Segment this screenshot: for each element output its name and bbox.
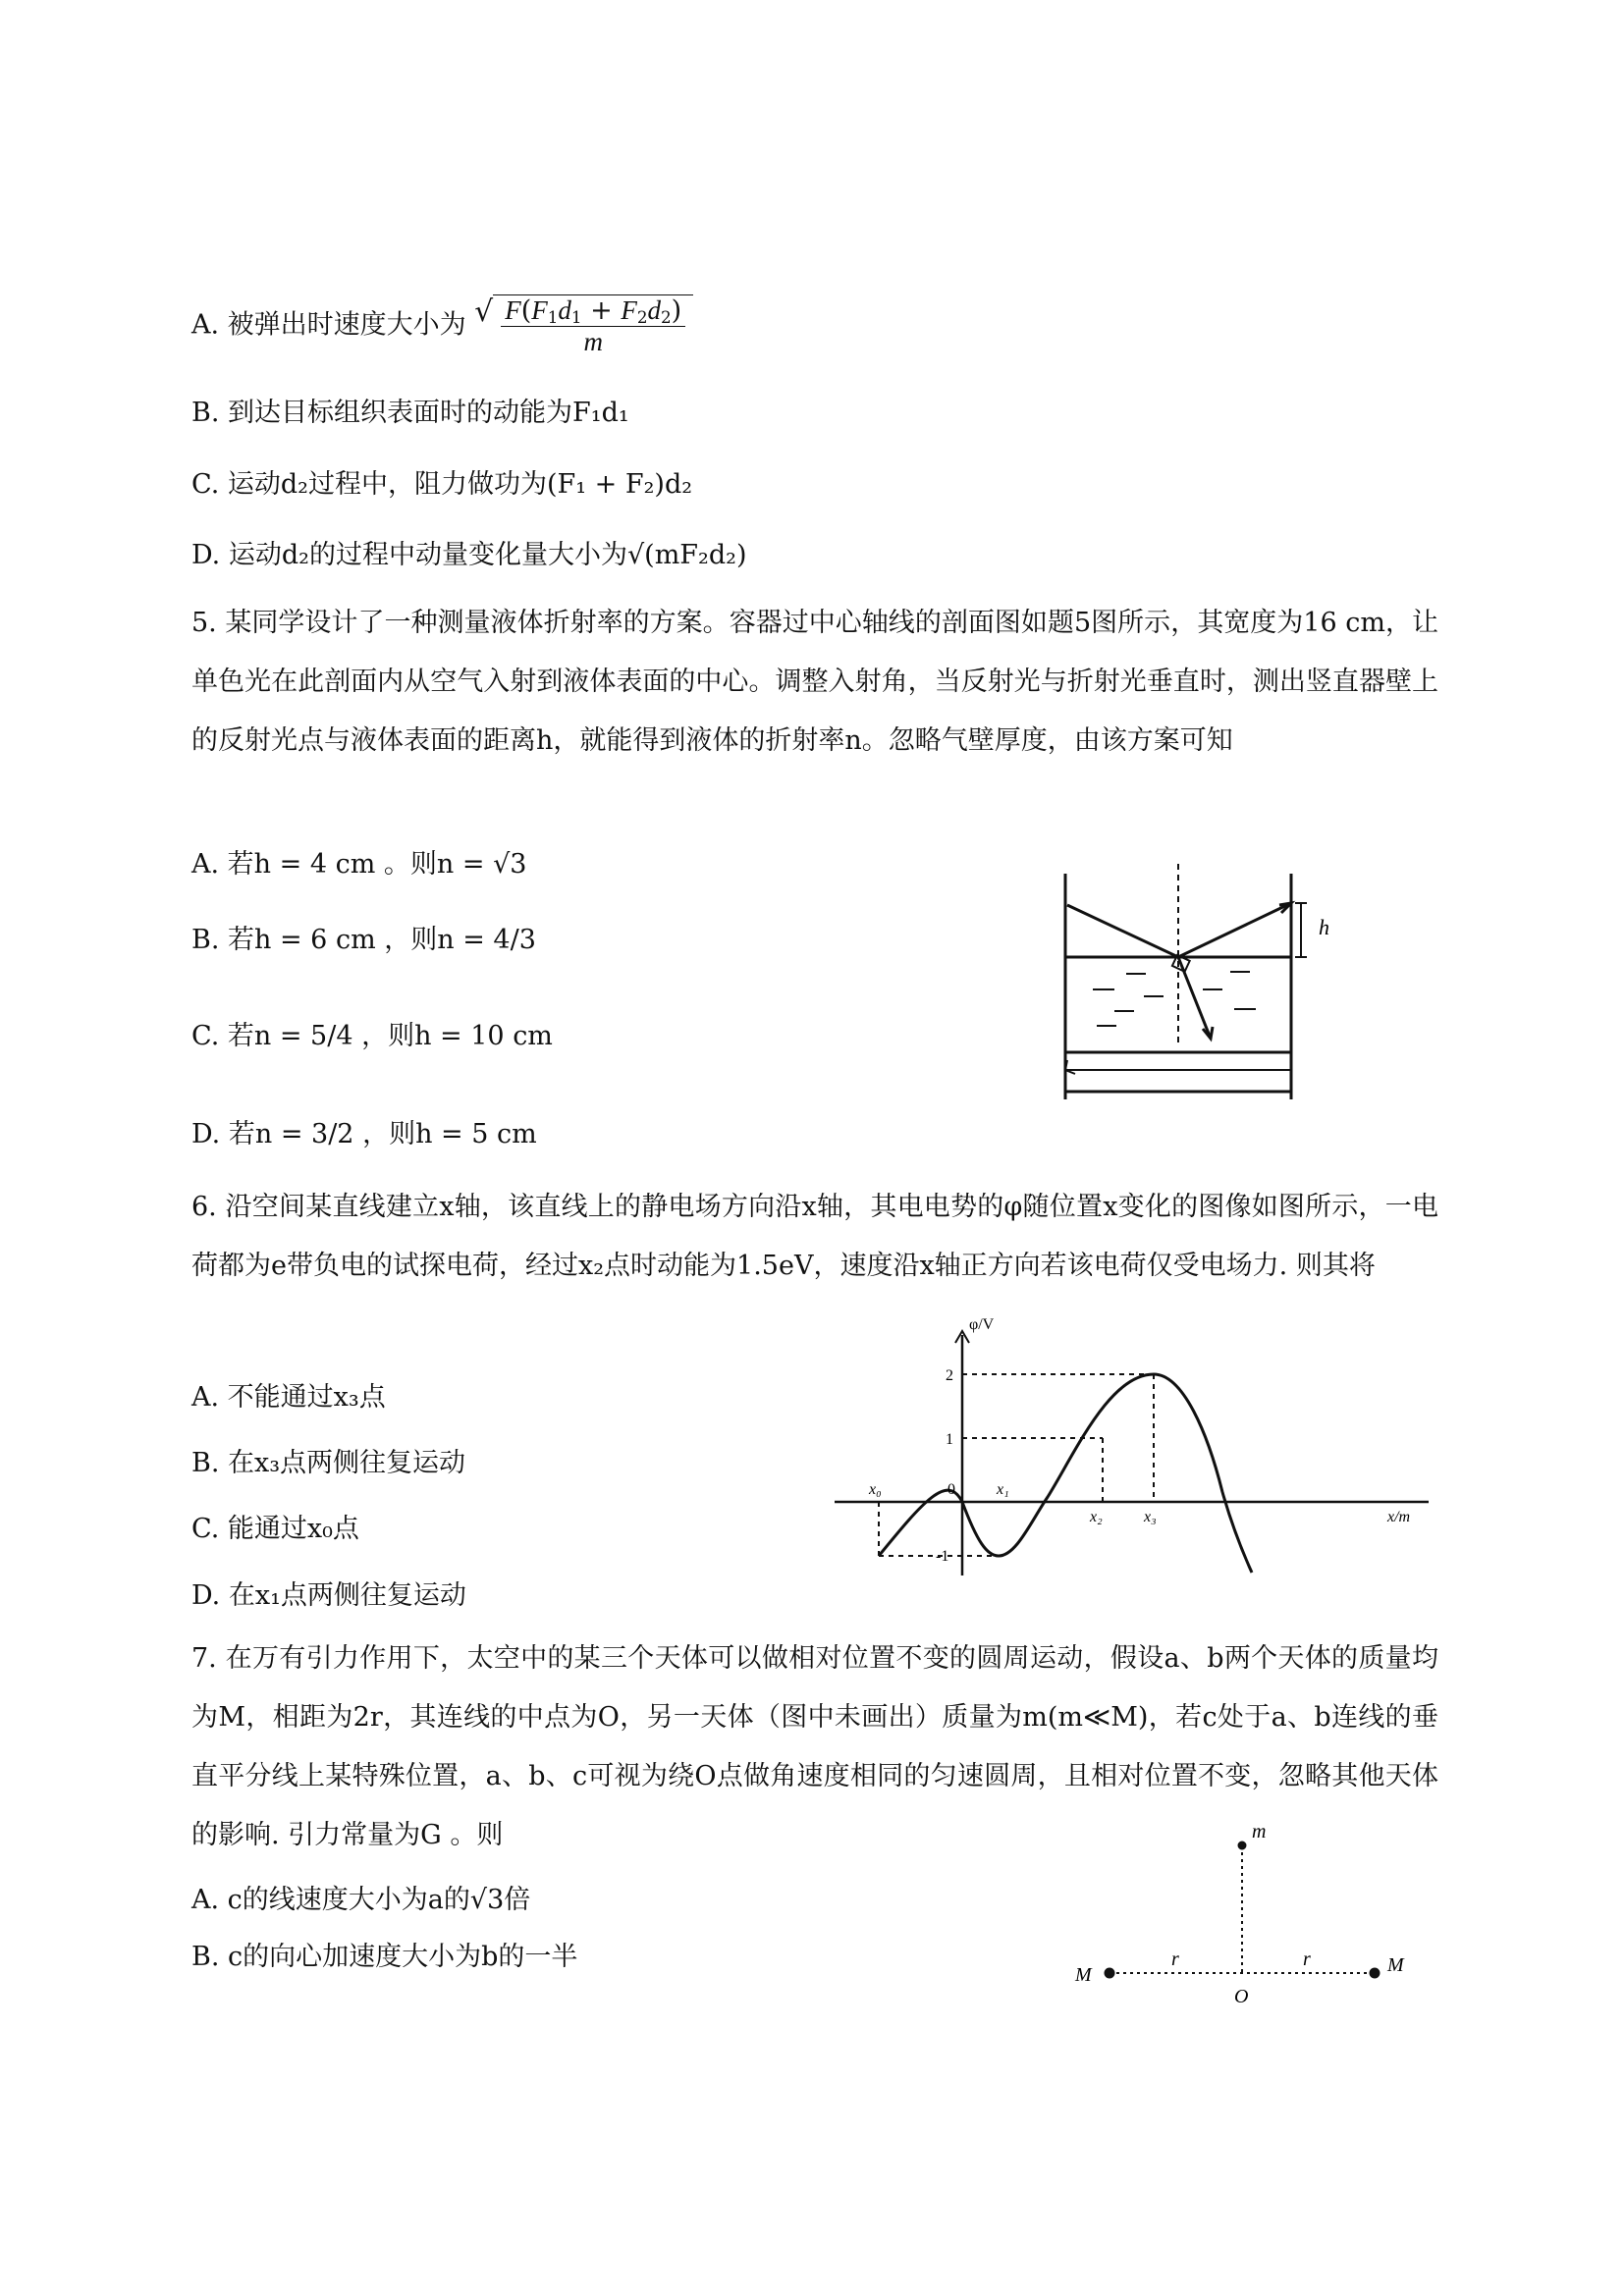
q6-option-d: D. 在x₁点两侧往复运动 xyxy=(191,1580,466,1611)
q4-option-a-formula: √ $\frac{F(F_1d_1 + F_2d_2)}{m}$ xyxy=(474,294,693,357)
q5-option-c: C. 若n = 5/4 ，则h = 10 cm xyxy=(191,1021,553,1051)
q5-container-figure xyxy=(1056,864,1389,1109)
q5-option-a: A. 若h = 4 cm 。则n = √3 xyxy=(191,849,527,880)
q7-orbit-figure xyxy=(1065,1816,1419,2012)
q7-option-a: A. c的线速度大小为a的√3倍 xyxy=(191,1885,531,1915)
q6-option-a: A. 不能通过x₃点 xyxy=(191,1382,386,1413)
q6-option-b: B. 在x₃点两侧往复运动 xyxy=(191,1448,466,1478)
q5-option-b: B. 若h = 6 cm ，则n = 4/3 xyxy=(191,925,536,955)
q7-center-O-label: O xyxy=(1234,1986,1249,2007)
q6-stem: 6. 沿空间某直线建立x轴，该直线上的静电场方向沿x轴，其电电势的φ随位置x变化的图像如图所示，一电荷都为e带负电的试探电荷，经过x₂点时动能为1.5eV，速度沿x轴正方向若该电荷仅受电场力. 则其将 xyxy=(191,1192,1438,1281)
q6-y-axis-label: φ/V xyxy=(969,1316,995,1333)
q4-option-a-prefix: A. 被弹出时速度大小为 xyxy=(191,309,466,341)
q6-tick-1: 1 xyxy=(946,1431,953,1448)
q7-stem: 7. 在万有引力作用下，太空中的某三个天体可以做相对位置不变的圆周运动，假设a、b两个天体的质量均为M，相距为2r，其连线的中点为O，另一天体（图中未画出）质量为m(m≪M)，若c处于a、b连线的垂直平分线上某特殊位置，a、b、c可视为绕O点做角速度相同的匀速圆周，且相对位置不变，忽略其他天体的影响. 引力常量为G 。则 xyxy=(191,1643,1438,1850)
q6-tick-2: 2 xyxy=(946,1367,953,1384)
q6-origin-label: 0 xyxy=(947,1481,955,1498)
q6-x3-label: x₃ xyxy=(1144,1509,1157,1525)
q5-figure-h-label: h xyxy=(1319,915,1329,939)
q6-x2-label: x₂ xyxy=(1090,1509,1103,1525)
q6-x-axis-label: x/m xyxy=(1387,1509,1411,1525)
q6-x0-label: x₀ xyxy=(869,1481,882,1498)
q7-option-b: B. c的向心加速度大小为b的一半 xyxy=(191,1942,578,1972)
q7-right-M-label: M xyxy=(1387,1954,1404,1976)
q6-x1-label: x₁ xyxy=(997,1481,1009,1498)
q4-option-b: B. 到达目标组织表面时的动能为F₁d₁ xyxy=(191,398,629,428)
q6-tick-neg1: -1 xyxy=(936,1548,949,1565)
q4-option-c: C. 运动d₂过程中，阻力做功为(F₁ + F₂)d₂ xyxy=(191,469,693,500)
q6-potential-graph xyxy=(830,1315,1438,1580)
q7-top-m-label: m xyxy=(1252,1821,1267,1842)
q4-option-a xyxy=(191,294,693,357)
q7-right-r-label: r xyxy=(1303,1949,1311,1970)
q6-option-c: C. 能通过x₀点 xyxy=(191,1514,359,1544)
q7-left-r-label: r xyxy=(1171,1949,1179,1970)
q7-left-M-label: M xyxy=(1075,1964,1092,1986)
q5-option-d: D. 若n = 3/2 ，则h = 5 cm xyxy=(191,1119,537,1149)
q4-option-d: D. 运动d₂的过程中动量变化量大小为√(mF₂d₂) xyxy=(191,540,747,570)
q5-stem: 5. 某同学设计了一种测量液体折射率的方案。容器过中心轴线的剖面图如题5图所示，其宽度为16 cm，让单色光在此剖面内从空气入射到液体表面的中心。调整入射角，当反射光与折射光垂直时，测出竖直器壁上的反射光点与液体表面的距离h，就能得到液体的折射率n。忽略气壁厚度，由该方案可知 xyxy=(191,608,1438,756)
